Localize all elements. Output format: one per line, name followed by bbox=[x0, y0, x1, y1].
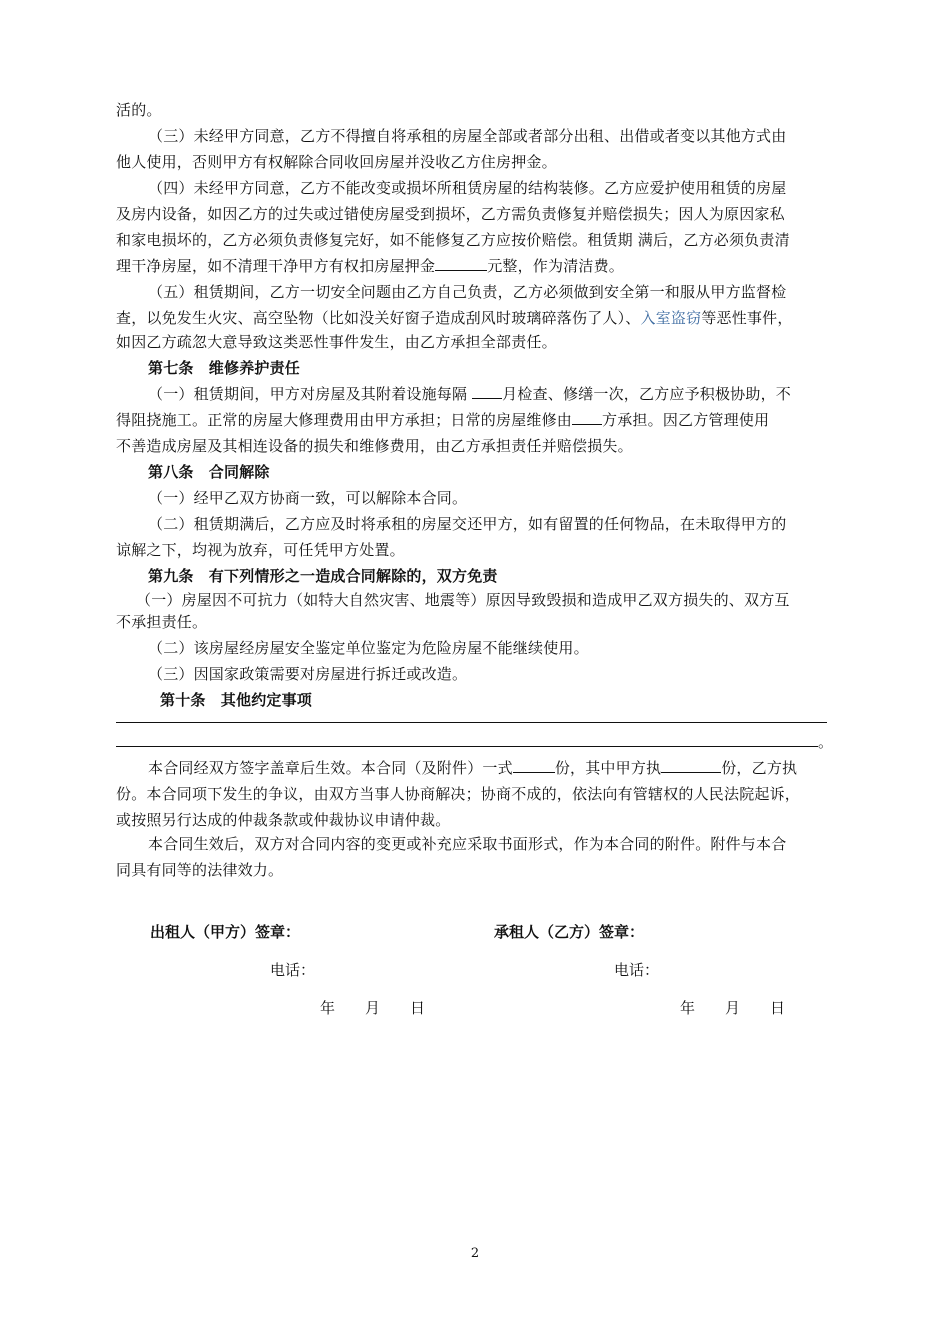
text-line: 本合同生效后，双方对合同内容的变更或补充应采取书面形式，作为本合同的附件。附件与本合 bbox=[148, 835, 787, 853]
text-line: 他人使用，否则甲方有权解除合同收回房屋并没收乙方住房押金。 bbox=[116, 153, 557, 171]
text-line: 和家电损坏的，乙方必须负责修复完好，如不能修复乙方应按价赔偿。租赁期 满后，乙方必须负责清 bbox=[116, 231, 790, 249]
text-line: （四）未经甲方同意，乙方不能改变或损坏所租赁房屋的结构装修。乙方应爱护使用租赁的房屋 bbox=[148, 179, 787, 197]
blank-party bbox=[572, 410, 602, 425]
text-line: （一）经甲乙双方协商一致，可以解除本合同。 bbox=[148, 489, 468, 507]
text-line bbox=[148, 758, 797, 778]
text-line: （五）租赁期间，乙方一切安全问题由乙方自己负责，乙方必须做到安全第一和服从甲方监督检 bbox=[148, 283, 787, 301]
text-line bbox=[116, 308, 793, 328]
text-line: 同具有同等的法律效力。 bbox=[116, 861, 284, 879]
text-line: 不承担责任。 bbox=[116, 613, 208, 631]
text-line: 或按照另行达成的仲裁条款或仲裁协议申请仲裁。 bbox=[116, 811, 451, 829]
text-line: 活的。 bbox=[116, 101, 162, 119]
blank-line bbox=[116, 722, 827, 723]
text-fragment: （一）租赁期间，甲方对房屋及其附着设施每隔 bbox=[148, 385, 473, 403]
blank-line bbox=[116, 746, 818, 747]
text-fragment: 份，乙方执 bbox=[721, 759, 798, 777]
section-heading-9: 第九条 有下列情形之一造成合同解除的，双方免责 bbox=[148, 567, 498, 585]
text-fragment: 理干净房屋，如不清理干净甲方有权扣房屋押金 bbox=[116, 257, 436, 275]
text-line: 及房内设备，如因乙方的过失或过错使房屋受到损坏，乙方需负责修复并赔偿损失；因人为原因家私 bbox=[116, 205, 785, 223]
text-line: 谅解之下，均视为放弃，可任凭甲方处置。 bbox=[116, 541, 405, 559]
blank-copies-lessor bbox=[661, 758, 721, 773]
section-heading-10: 第十条 其他约定事项 bbox=[160, 691, 313, 709]
text-line: （三）未经甲方同意，乙方不得擅自将承租的房屋全部或者部分出租、出借或者变以其他方式由 bbox=[148, 127, 787, 145]
text-line: 份。本合同项下发生的争议，由双方当事人协商解决；协商不成的，依法向有管辖权的人民法院起诉， bbox=[116, 785, 801, 803]
text-line bbox=[116, 410, 769, 430]
lessee-phone-label: 电话： bbox=[614, 961, 660, 979]
blank-months bbox=[472, 384, 502, 399]
text-fragment: 得阻挠施工。正常的房屋大修理费用由甲方承担；日常的房屋维修由 bbox=[116, 411, 573, 429]
blank-deposit-amount bbox=[435, 256, 487, 271]
text-fragment: 方承担。因乙方管理使用 bbox=[602, 411, 770, 429]
text-line bbox=[148, 384, 791, 404]
text-line: （二）该房屋经房屋安全鉴定单位鉴定为危险房屋不能继续使用。 bbox=[148, 639, 589, 657]
text-fragment: 查，以免发生火灾、高空坠物（比如没关好窗子造成刮风时玻璃碎落伤了人）、 bbox=[116, 309, 641, 327]
text-fragment: 元整，作为清洁费。 bbox=[487, 257, 625, 275]
lessor-date: 年 月 日 bbox=[320, 999, 426, 1017]
lessee-date: 年 月 日 bbox=[680, 999, 786, 1017]
burglary-link[interactable]: 入室盗窃 bbox=[640, 309, 702, 327]
page-number: 2 bbox=[470, 1246, 480, 1261]
lessor-phone-label: 电话： bbox=[270, 961, 316, 979]
text-line: （三）因国家政策需要对房屋进行拆迁或改造。 bbox=[148, 665, 468, 683]
text-line: （二）租赁期满后，乙方应及时将承租的房屋交还甲方，如有留置的任何物品，在未取得甲方的 bbox=[148, 515, 787, 533]
text-line: 不善造成房屋及其相连设备的损失和维修费用，由乙方承担责任并赔偿损失。 bbox=[116, 437, 633, 455]
text-line: （一）房屋因不可抗力（如特大自然灾害、地震等）原因导致毁损和造成甲乙双方损失的、双方互 bbox=[136, 591, 790, 609]
text-fragment: 份，其中甲方执 bbox=[554, 759, 662, 777]
text-line: 如因乙方疏忽大意导致这类恶性事件发生，由乙方承担全部责任。 bbox=[116, 333, 557, 351]
section-heading-7: 第七条 维修养护责任 bbox=[148, 359, 301, 377]
lessor-signature-label: 出租人（甲方）签章： bbox=[150, 923, 301, 941]
text-fragment: 等恶性事件， bbox=[701, 309, 793, 327]
text-fragment: 本合同经双方签字盖章后生效。本合同（及附件）一式 bbox=[148, 759, 513, 777]
section-heading-8: 第八条 合同解除 bbox=[148, 463, 270, 481]
text-fragment: 月检查、修缮一次，乙方应予积极协助，不 bbox=[502, 385, 791, 403]
end-mark: 。 bbox=[818, 733, 834, 751]
text-line bbox=[116, 256, 624, 276]
blank-copies-total bbox=[513, 758, 555, 773]
lessee-signature-label: 承租人（乙方）签章： bbox=[494, 923, 645, 941]
